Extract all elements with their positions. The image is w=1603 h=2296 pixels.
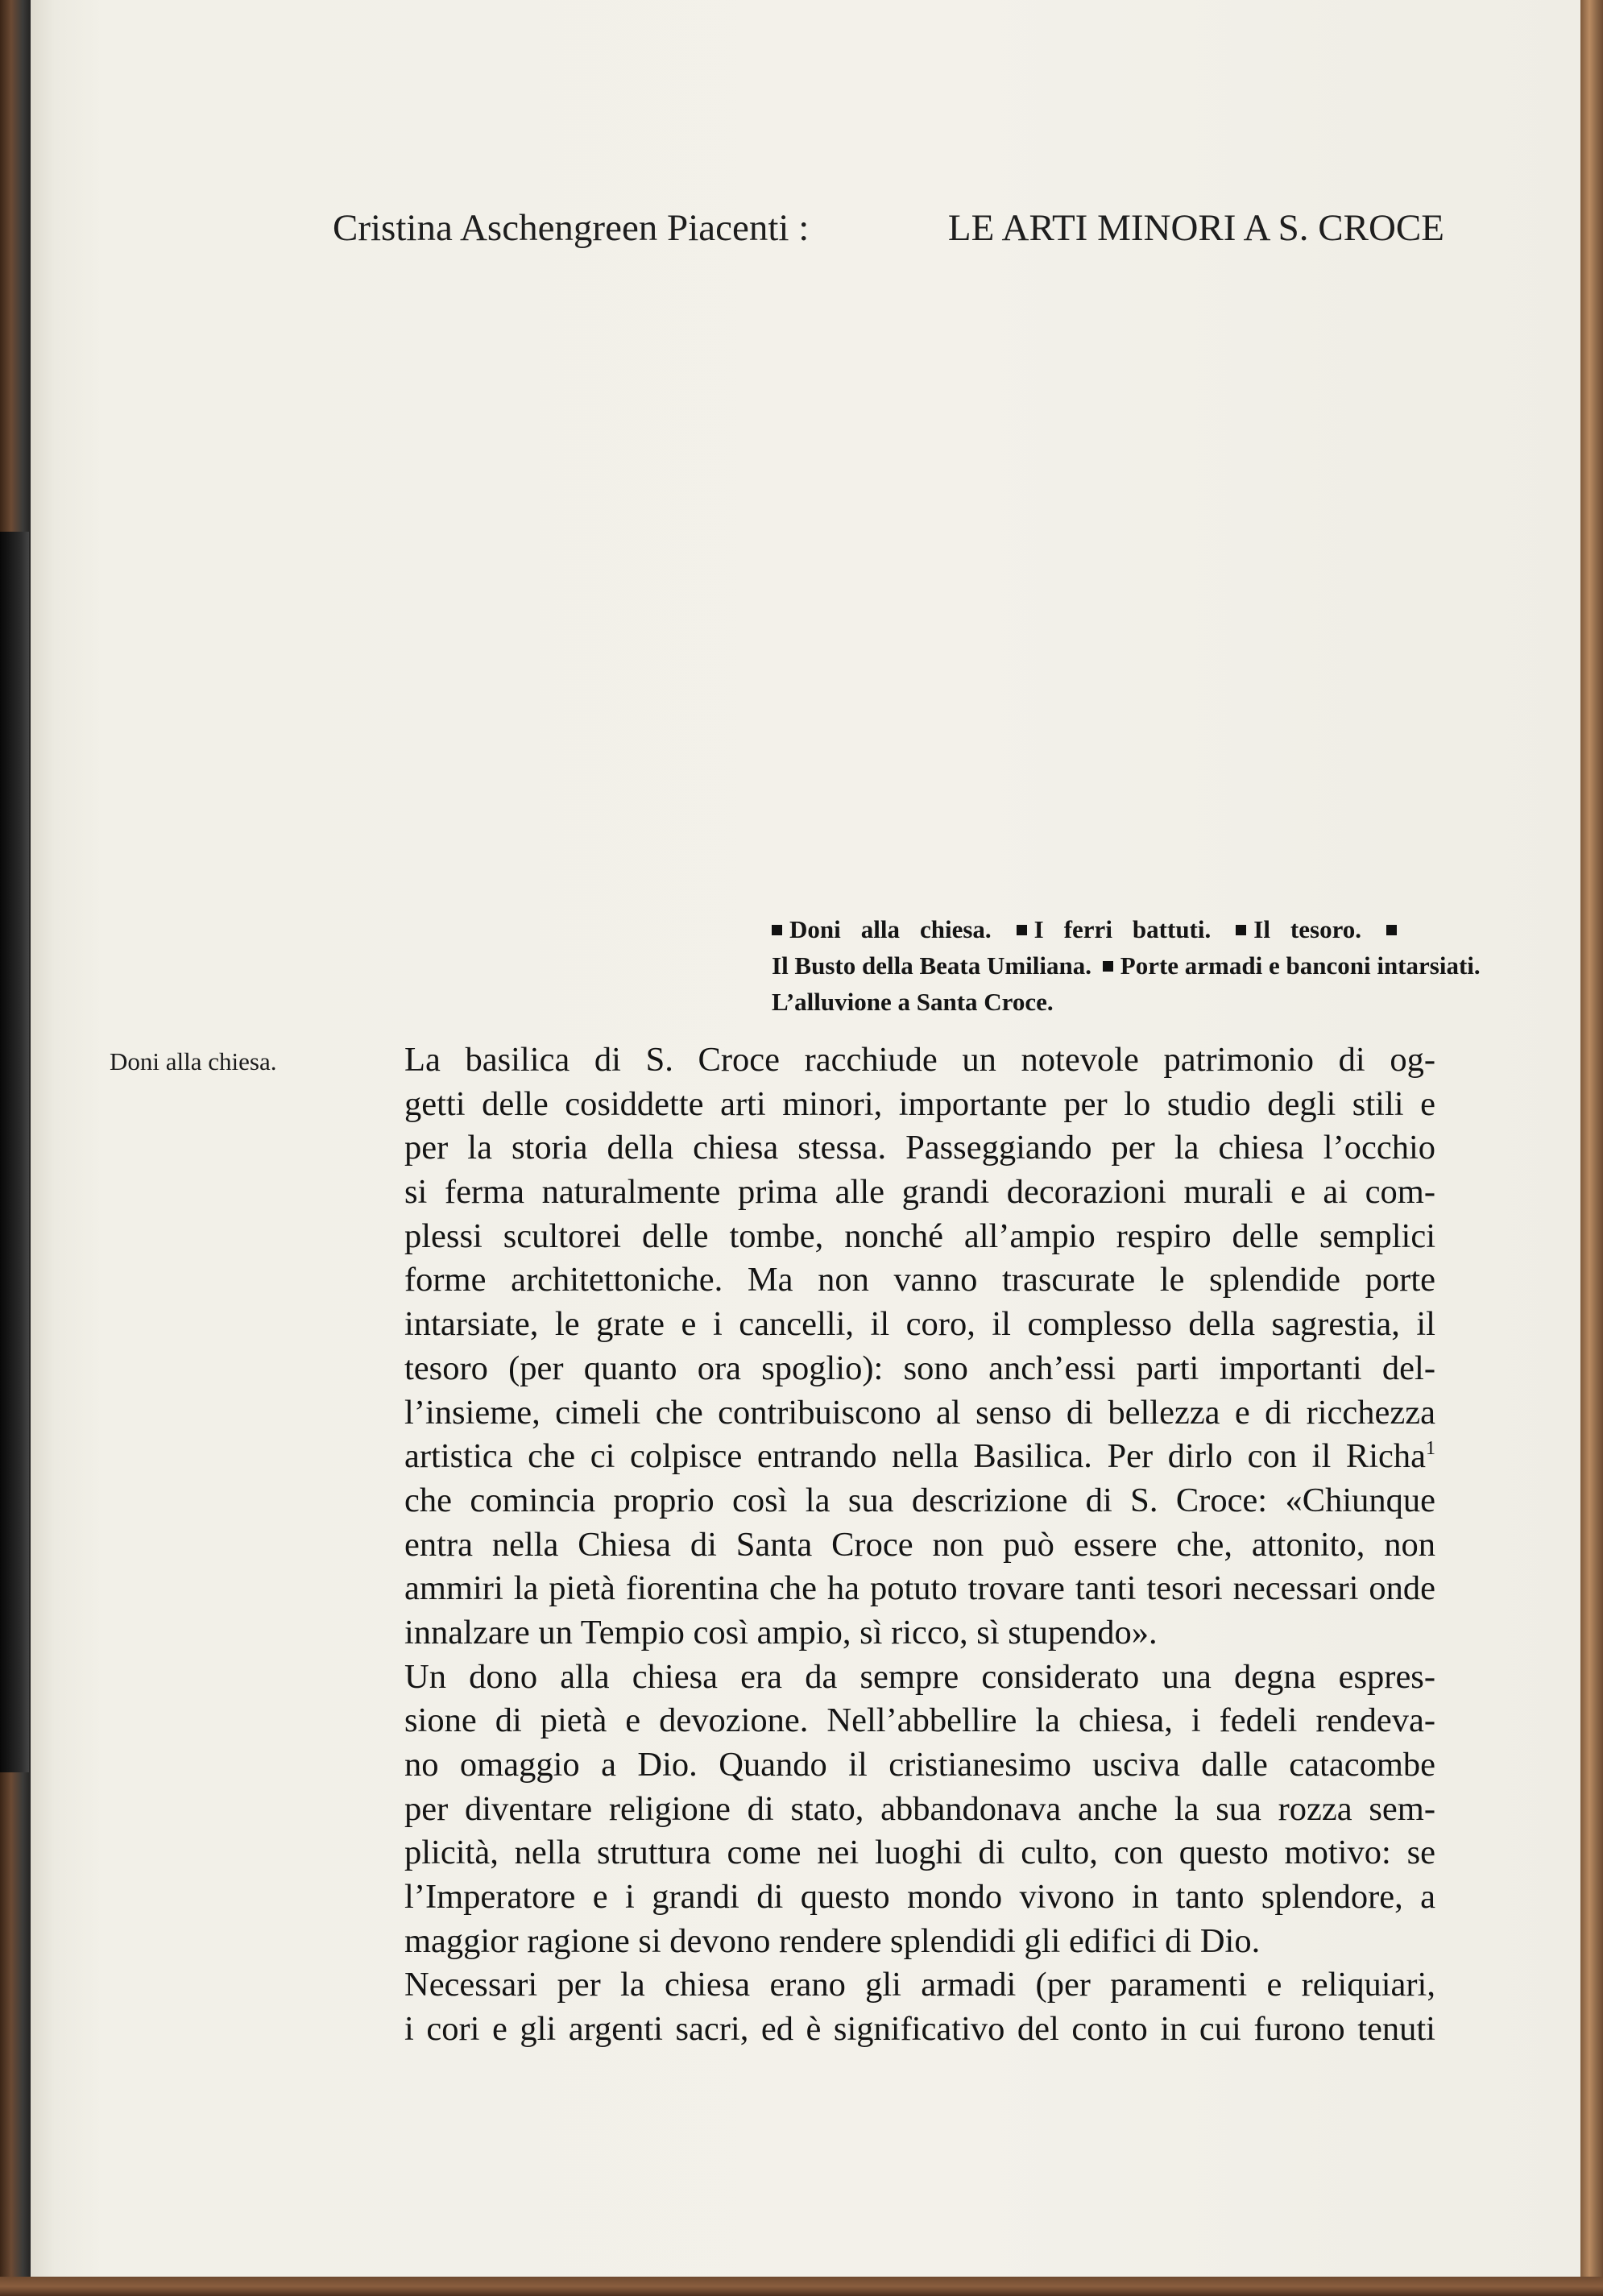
body-line: La basilica di S. Croce racchiude un notevole patrimonio di og-	[404, 1041, 1435, 1079]
bullet-square-icon	[1017, 925, 1027, 935]
body-line: per diventare religione di stato, abbandonava anche la sua rozza sem-	[404, 1789, 1435, 1828]
body-line: plicità, nella struttura come nei luoghi di culto, con questo motivo: se	[404, 1834, 1435, 1872]
body-line-with-footnote	[404, 1435, 1435, 1479]
header-title: LE ARTI MINORI A S. CROCE	[947, 207, 1444, 249]
body-line: l’insieme, cimeli che contribuiscono al senso di bellezza e di ricchezza	[404, 1393, 1435, 1432]
summary-item: Doni alla chiesa.	[789, 915, 992, 943]
summary-item: Porte armadi e banconi intarsiati.	[1120, 951, 1481, 980]
body-line: intarsiate, le grate e i cancelli, il coro, il complesso della sagrestia, il	[404, 1305, 1435, 1344]
header-author: Cristina Aschengreen Piacenti :	[333, 207, 810, 249]
running-header	[333, 206, 1444, 250]
scan-edge-bottom	[0, 2277, 1603, 2296]
bullet-square-icon	[772, 925, 782, 935]
book-page	[31, 0, 1580, 2277]
body-line: Un dono alla chiesa era da sempre considerato una degna espres-	[404, 1657, 1435, 1696]
bullet-square-icon	[1103, 961, 1113, 972]
summary-item: I ferri battuti.	[1033, 915, 1212, 943]
body-line-text: artistica che ci colpisce entrando nella Basilica. Per dirlo con il Richa	[404, 1437, 1426, 1476]
summary-item: L’alluvione a Santa Croce.	[772, 988, 1054, 1016]
body-line: che comincia proprio così la sua descrizione di S. Croce: «Chiunque	[404, 1481, 1435, 1519]
summary-item: Il tesoro.	[1253, 915, 1362, 943]
margin-note: Doni alla chiesa.	[110, 1047, 277, 1075]
body-line: plessi scultorei delle tombe, nonché all’ampio respiro delle semplici	[404, 1216, 1435, 1255]
body-line: entra nella Chiesa di Santa Croce non può essere che, attonito, non	[404, 1525, 1435, 1564]
body-line: per la storia della chiesa stessa. Passeggiando per la chiesa l’occhio	[404, 1129, 1435, 1167]
summary-item: Il Busto della Beata Umiliana.	[772, 951, 1092, 980]
body-line: getti delle cosiddette arti minori, importante per lo studio degli stili e	[404, 1084, 1435, 1123]
scan-black-tab	[0, 532, 29, 1772]
body-line: sione di pietà e devozione. Nell’abbellire la chiesa, i fedeli rendeva-	[404, 1701, 1435, 1740]
body-line: no omaggio a Dio. Quando il cristianesimo usciva dalle catacombe	[404, 1746, 1435, 1784]
body-line: forme architettoniche. Ma non vanno trascurate le splendide porte	[404, 1261, 1435, 1299]
body-line: innalzare un Tempio così ampio, sì ricco, sì stupendo».	[404, 1613, 1158, 1652]
body-line: i cori e gli argenti sacri, ed è significativo del conto in cui furono tenuti	[404, 2010, 1435, 2049]
chapter-summary	[772, 911, 1481, 1020]
summary-line	[772, 984, 1404, 1020]
footnote-marker[interactable]: 1	[1426, 1438, 1435, 1460]
summary-line	[772, 947, 1481, 984]
body-text	[404, 1038, 1435, 2052]
body-line: l’Imperatore e i grandi di questo mondo vivono in tanto splendore, a	[404, 1878, 1435, 1917]
summary-line	[772, 911, 1404, 947]
bullet-square-icon	[1386, 925, 1397, 935]
body-line: ammiri la pietà fiorentina che ha potuto trovare tanti tesori necessari onde	[404, 1569, 1435, 1608]
bullet-square-icon	[1236, 925, 1246, 935]
body-line: si ferma naturalmente prima alle grandi decorazioni murali e ai com-	[404, 1173, 1435, 1212]
body-line: Necessari per la chiesa erano gli armadi (per paramenti e reliquiari,	[404, 1966, 1435, 2004]
body-line: tesoro (per quanto ora spoglio): sono anch’essi parti importanti del-	[404, 1349, 1435, 1387]
scan-edge-right	[1580, 0, 1603, 2296]
body-line: maggior ragione si devono rendere splendidi gli edifici di Dio.	[404, 1921, 1261, 1960]
